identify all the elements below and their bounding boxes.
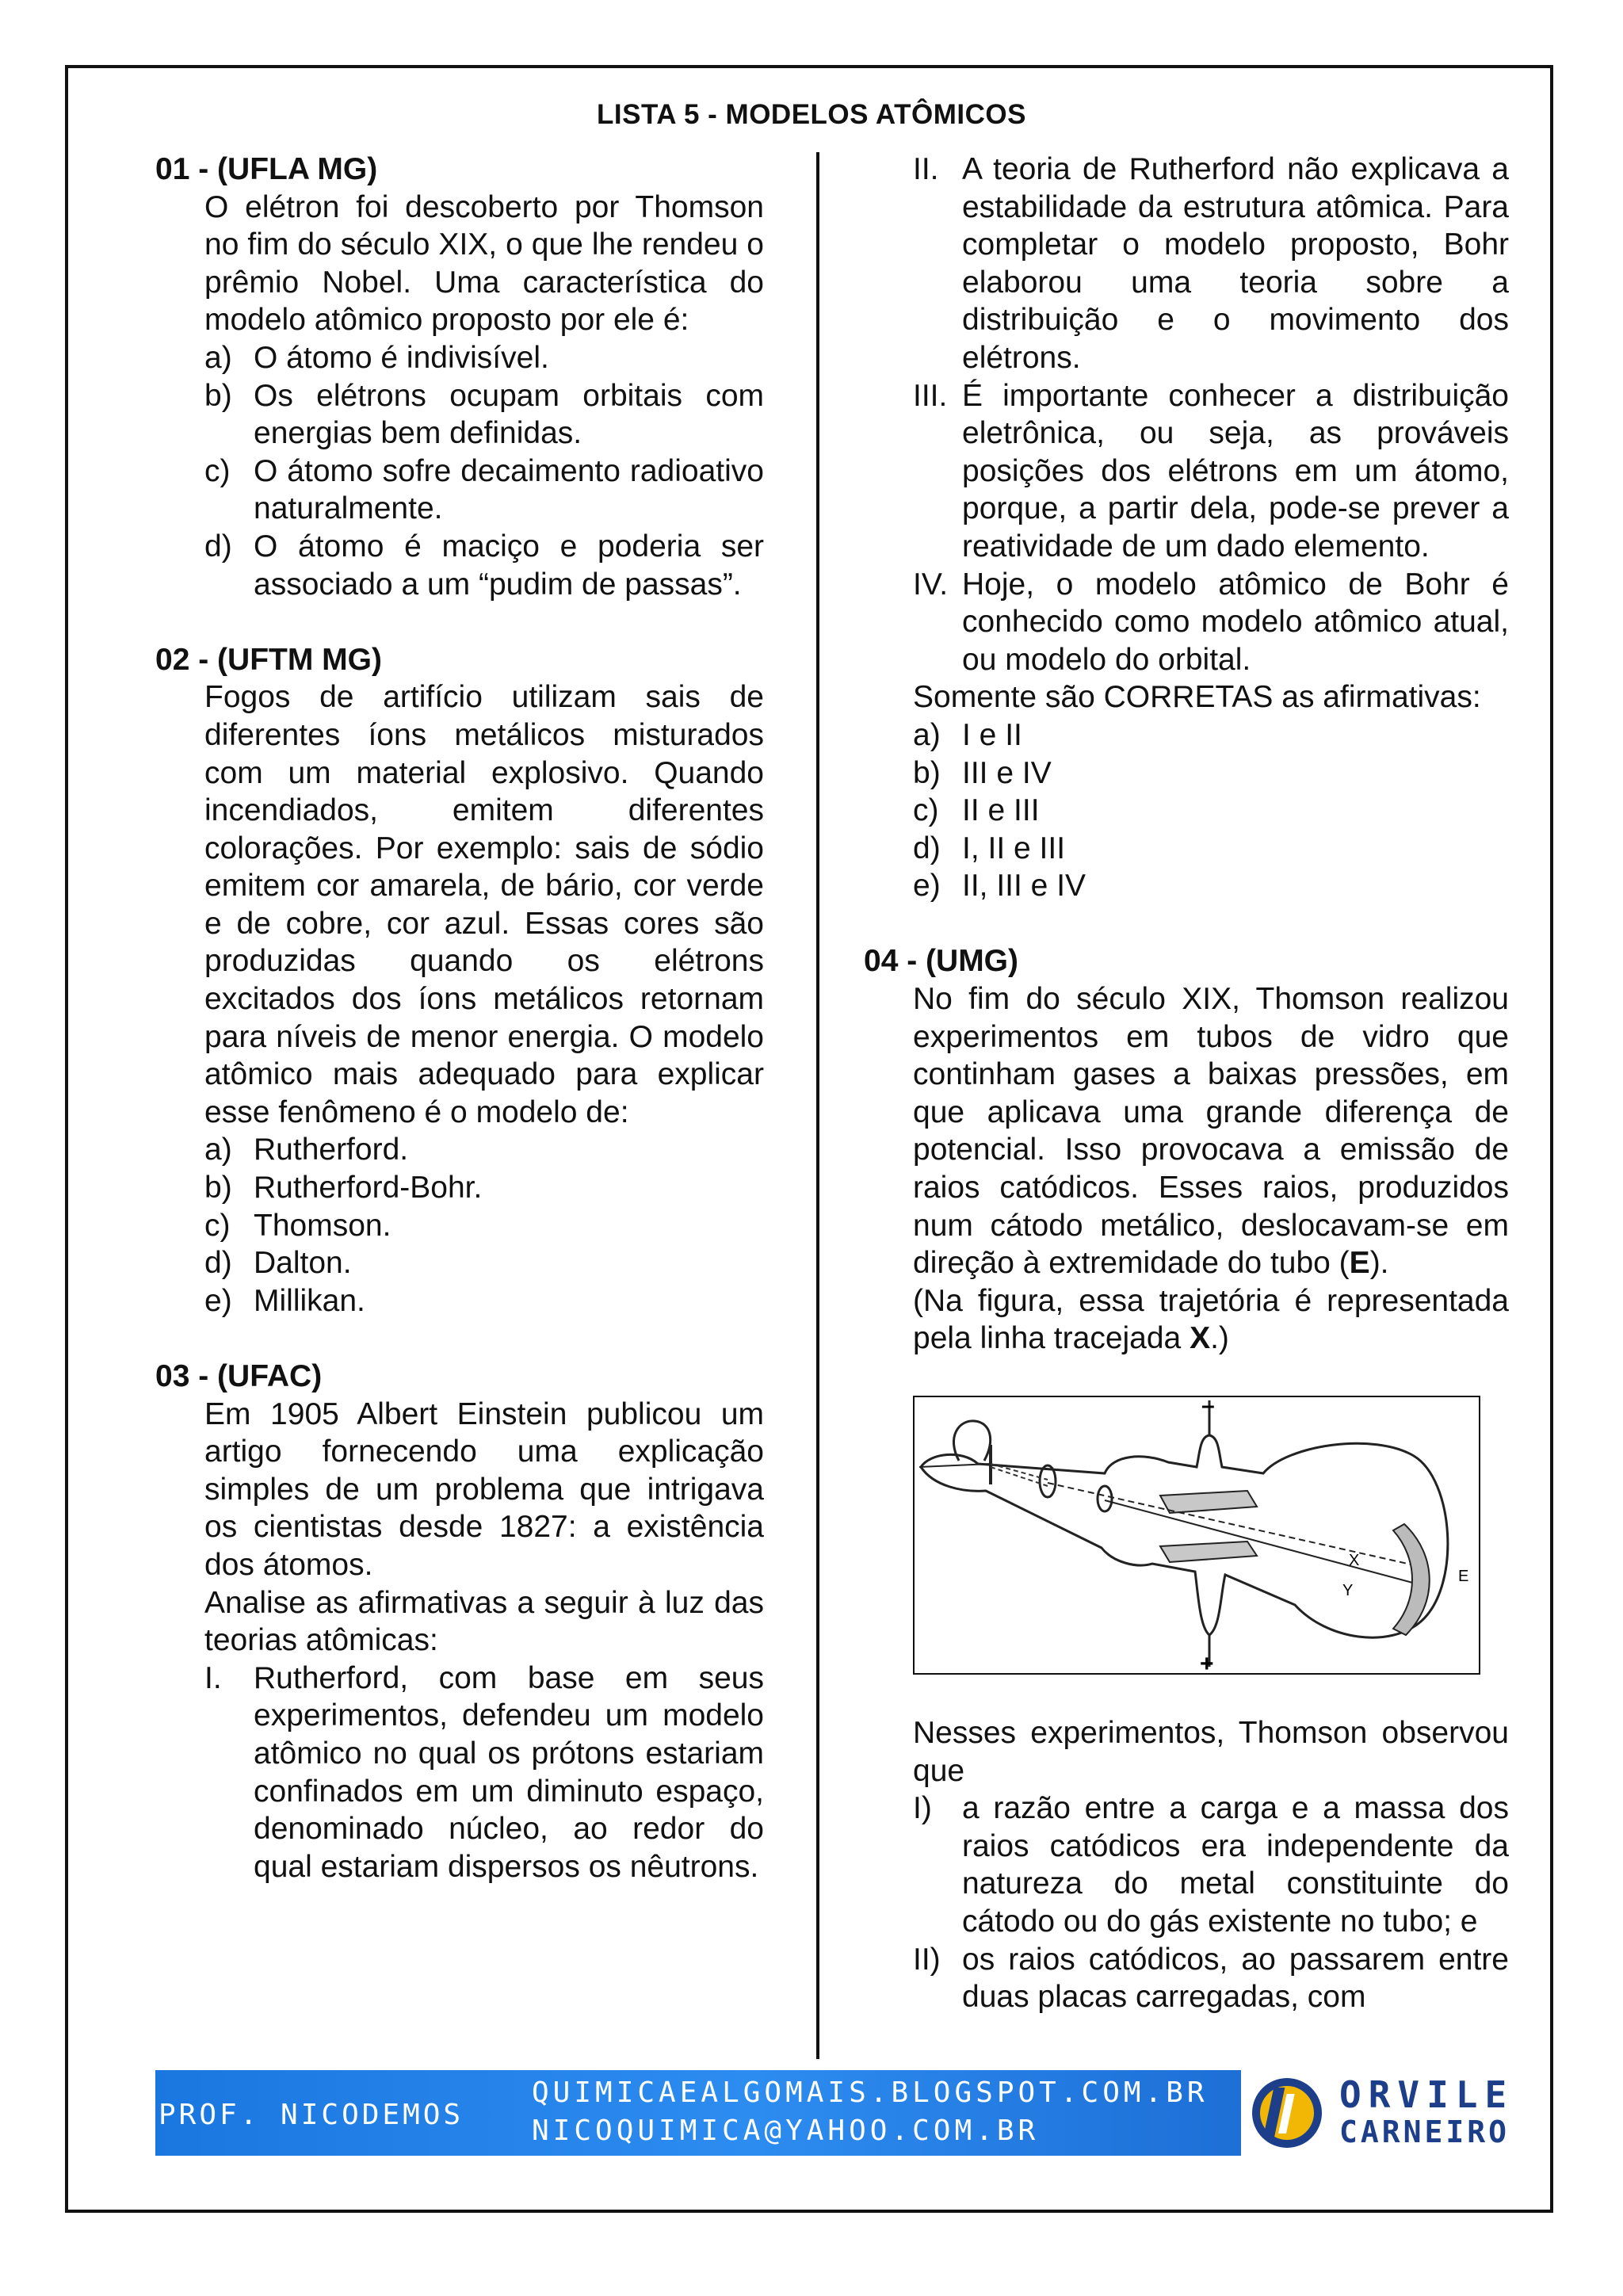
q4-body xyxy=(864,980,1509,1358)
option-label: e) xyxy=(913,869,941,904)
q1-option-a xyxy=(204,339,764,377)
option-text: III e IV xyxy=(962,755,1052,790)
q2-option-a xyxy=(204,1131,764,1169)
option-label: a) xyxy=(204,340,232,375)
brand-logo-block xyxy=(1241,2070,1515,2156)
statement-text: Hoje, o modelo atômico de Bohr é conhecido como modelo atômico atual, ou modelo do orbital. xyxy=(962,567,1509,677)
q3-continued xyxy=(864,151,1509,905)
q1-stem: O elétron foi descoberto por Thomson no fim do século XIX, o que lhe rendeu o prêmio Nobel. Uma característica do modelo atômico proposto por ele é: xyxy=(204,189,764,338)
footer-banner xyxy=(155,2070,1515,2156)
q2-option-d xyxy=(204,1244,764,1282)
q3-option-a xyxy=(913,716,1509,755)
q3-statement-iv xyxy=(913,566,1509,679)
q1-option-d xyxy=(204,528,764,603)
label-x: X xyxy=(1349,1552,1360,1569)
statement-label: III. xyxy=(913,378,948,413)
q4-stem xyxy=(913,980,1509,1282)
footer-author: PROF. NICODEMOS xyxy=(158,2099,464,2131)
option-text: I e II xyxy=(962,717,1022,752)
option-label: b) xyxy=(204,378,232,413)
q1-option-b xyxy=(204,377,764,453)
q3-stem: Em 1905 Albert Einstein publicou um artigo fornecendo uma explicação simples de um problema que intrigava os cientistas desde 1827: a existência dos átomos. xyxy=(204,1396,764,1582)
option-label: d) xyxy=(204,529,232,563)
q4-note-x: X xyxy=(1190,1321,1211,1356)
cathode-lead xyxy=(919,1464,991,1467)
q3-option-c xyxy=(913,792,1509,830)
page-title: LISTA 5 - MODELOS ATÔMICOS xyxy=(597,99,1026,130)
option-label: d) xyxy=(913,831,941,865)
option-label: a) xyxy=(913,717,941,752)
option-label: b) xyxy=(913,755,941,790)
q4-stem-text-end: ). xyxy=(1369,1246,1389,1281)
q3-option-d xyxy=(913,830,1509,868)
q4-item-ii xyxy=(913,1941,1509,2016)
q3-statement-ii xyxy=(913,151,1509,377)
plus-sign: + xyxy=(1200,1651,1214,1673)
left-column xyxy=(155,151,764,1885)
item-text: a razão entre a carga e a massa dos raios catódicos era independente da natureza do metal constituinte do cátodo ou do gás existente no tubo; e xyxy=(962,1791,1509,1939)
column-divider xyxy=(816,152,819,2059)
label-e: E xyxy=(1458,1568,1469,1585)
q4-note-text: (Na figura, essa trajetória é representada pela linha tracejada xyxy=(913,1283,1509,1356)
option-text: O átomo é indivisível. xyxy=(254,340,549,375)
q4-heading: 04 - (UMG) xyxy=(864,944,1018,979)
q3-heading: 03 - (UFAC) xyxy=(155,1359,323,1393)
brand-logo-icon xyxy=(1241,2070,1336,2156)
q3-statement-i xyxy=(204,1660,764,1886)
option-text: Millikan. xyxy=(254,1283,365,1318)
q2-option-b xyxy=(204,1169,764,1207)
statement-text: Rutherford, com base em seus experimentos, defendeu um modelo atômico no qual os prótons estariam confinados em um diminuto espaço, denominado núcleo, ao redor do qual estariam dispersos os nêutrons. xyxy=(254,1660,764,1884)
q1-option-c xyxy=(204,453,764,528)
option-text: Thomson. xyxy=(254,1208,391,1243)
option-label: c) xyxy=(204,1208,231,1243)
statement-text: A teoria de Rutherford não explicava a estabilidade da estrutura atômica. Para completar o modelo proposto, Bohr elaborou uma teoria sobre a distribuição e o movimento dos elétrons. xyxy=(962,152,1509,375)
footer-email[interactable]: NICOQUIMICA@YAHOO.COM.BR xyxy=(532,2115,1040,2147)
brand-name-bottom: CARNEIRO xyxy=(1339,2115,1510,2149)
option-label: b) xyxy=(204,1171,232,1205)
statement-label: I. xyxy=(204,1660,222,1695)
item-label: II) xyxy=(913,1942,941,1977)
option-text: II, III e IV xyxy=(962,869,1086,904)
q2-option-c xyxy=(204,1207,764,1245)
q4-stem-e: E xyxy=(1349,1246,1370,1281)
q1-body xyxy=(155,189,764,604)
q4-figure-note xyxy=(913,1282,1509,1358)
option-label: e) xyxy=(204,1283,232,1318)
q3-option-b xyxy=(913,755,1509,793)
q4-after-figure: Nesses experimentos, Thomson observou que xyxy=(913,1716,1509,1788)
statement-label: IV. xyxy=(913,567,949,602)
option-text: Rutherford. xyxy=(254,1133,409,1167)
option-label: c) xyxy=(204,453,231,488)
q4-continued xyxy=(864,1714,1509,2016)
q2-body xyxy=(155,678,764,1320)
statement-label: II. xyxy=(913,152,939,186)
item-text: os raios catódicos, ao passarem entre duas placas carregadas, com xyxy=(962,1942,1509,2015)
q2-option-e xyxy=(204,1282,764,1320)
trajectory-y xyxy=(1105,1500,1419,1584)
q3-body xyxy=(155,1396,764,1886)
q4-item-i xyxy=(913,1790,1509,1940)
crookes-tube-figure xyxy=(913,1396,1480,1675)
label-y: Y xyxy=(1342,1582,1354,1599)
minus-sign: – xyxy=(1201,1397,1215,1419)
option-text: II e III xyxy=(962,793,1040,828)
q2-heading: 02 - (UFTM MG) xyxy=(155,642,382,677)
option-label: d) xyxy=(204,1246,232,1281)
option-text: O átomo sofre decaimento radioativo naturalmente. xyxy=(254,453,764,526)
q4-stem-text: No fim do século XIX, Thomson realizou experimentos em tubos de vidro que continham gases a baixas pressões, em que aplicava uma grande diferença de potencial. Isso provocava a emissão de raios catódicos. Esses raios, produzidos num cátodo metálico, deslocavam-se em direção à extremidade do tubo ( xyxy=(913,982,1509,1281)
right-column xyxy=(864,151,1509,2016)
collimator-2 xyxy=(1098,1486,1112,1511)
footer-blue-band xyxy=(155,2070,1241,2156)
footer-blog-link[interactable]: QUIMICAEALGOMAIS.BLOGSPOT.COM.BR xyxy=(532,2076,1209,2109)
option-text: Rutherford-Bohr. xyxy=(254,1171,483,1205)
q3-statement-iii xyxy=(913,377,1509,566)
upper-plate xyxy=(1160,1491,1257,1513)
q2-stem: Fogos de artifício utilizam sais de diferentes íons metálicos misturados com um material explosivo. Quando incendiados, emitem diferentes colorações. Por exemplo: sais de sódio emitem cor amarela, de bário, cor verde e de cobre, cor azul. Essas cores são produzidas quando os elétrons excitados dos íons metálicos retornam para níveis de menor energia. O modelo atômico mais adequado para explicar esse fenômeno é o modelo de: xyxy=(204,680,764,1129)
q3-question: Somente são CORRETAS as afirmativas: xyxy=(913,680,1481,715)
option-text: Dalton. xyxy=(254,1246,352,1281)
option-text: I, II e III xyxy=(962,831,1066,865)
statement-text: É importante conhecer a distribuição eletrônica, ou seja, as prováveis posições dos elétrons em um átomo, porque, a partir dela, pode-se prever a reatividade de um dado elemento. xyxy=(962,378,1509,563)
option-text: O átomo é maciço e poderia ser associado a um “pudim de passas”. xyxy=(254,529,764,602)
item-label: I) xyxy=(913,1791,932,1826)
brand-name-top: ORVILE xyxy=(1339,2073,1514,2116)
option-label: c) xyxy=(913,793,939,828)
option-text: Os elétrons ocupam orbitais com energias bem definidas. xyxy=(254,378,764,451)
q1-heading: 01 - (UFLA MG) xyxy=(155,152,378,186)
option-label: a) xyxy=(204,1133,232,1167)
crookes-tube-diagram xyxy=(915,1397,1479,1673)
q3-instruction: Analise as afirmativas a seguir à luz das teorias atômicas: xyxy=(204,1585,764,1658)
q3-option-e xyxy=(913,867,1509,905)
lower-plate xyxy=(1160,1541,1257,1562)
q4-note-end: .) xyxy=(1210,1321,1229,1356)
